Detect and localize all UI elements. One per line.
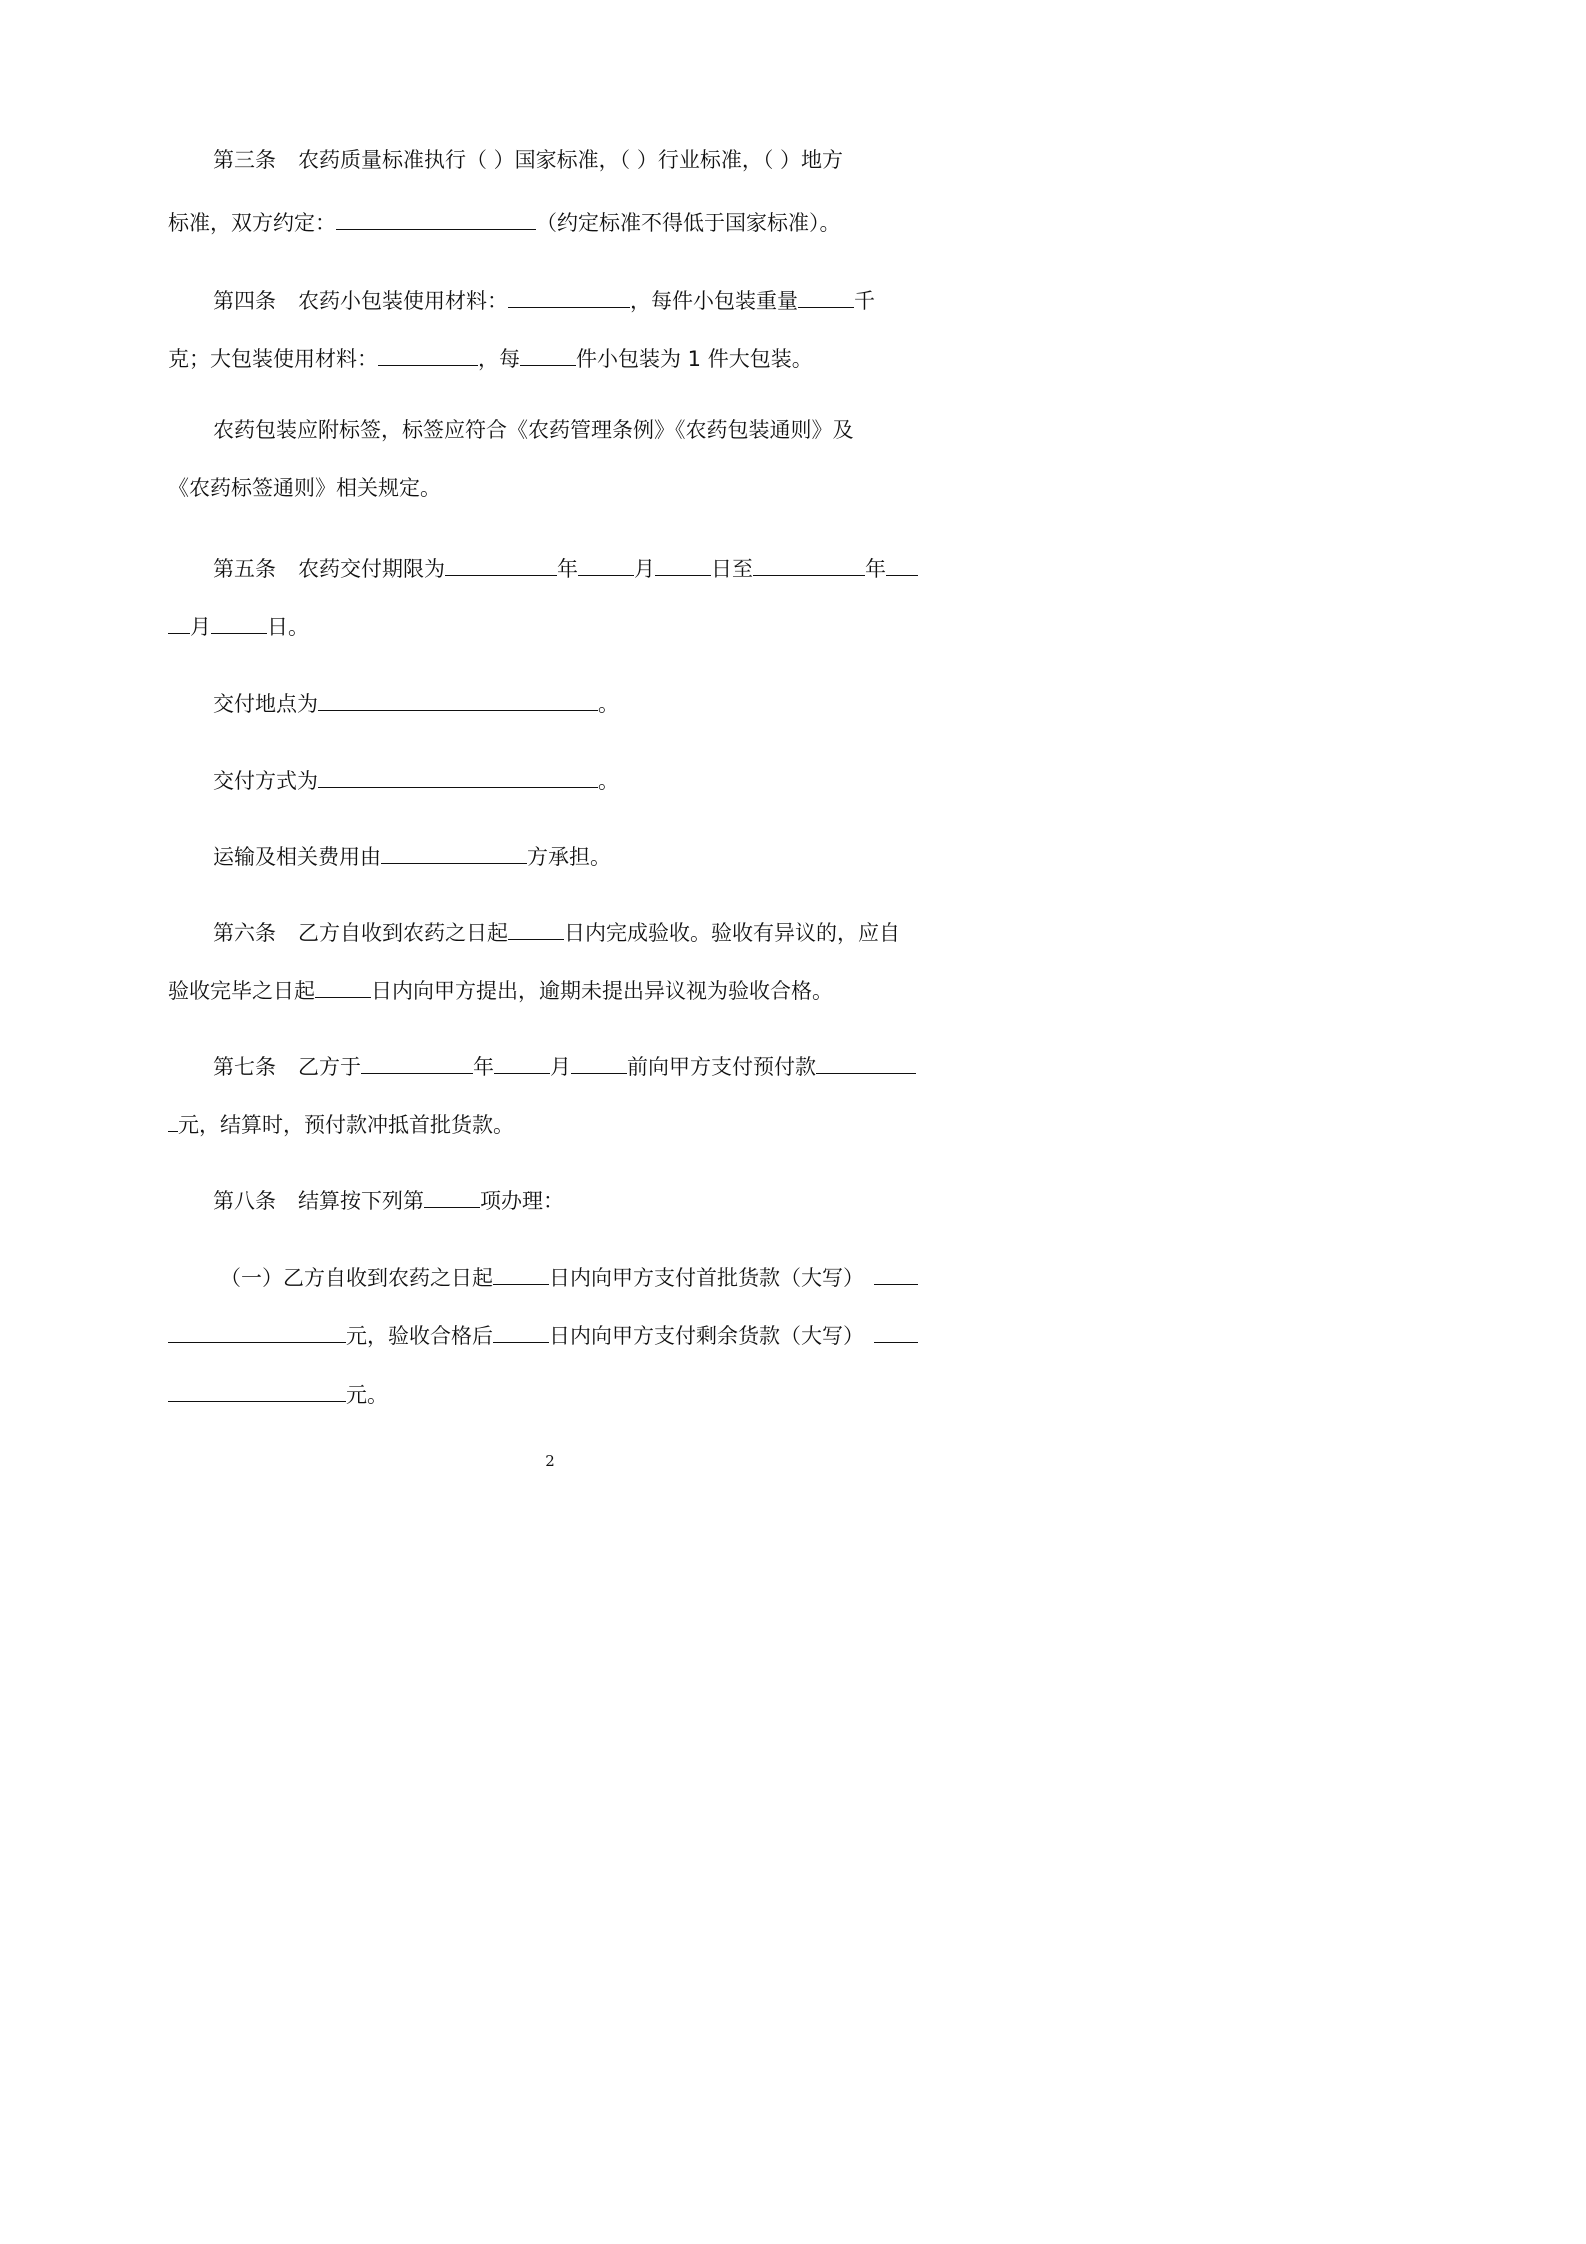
article-7-line-1 [213,1047,916,1077]
article-5-text: 农药交付期限为 [298,557,445,581]
article-5-line-1 [213,549,918,579]
year-label-3: 年 [473,1055,494,1079]
year-label-2: 年 [865,557,886,581]
delivery-place-blank[interactable] [318,684,598,711]
article-3-text-2: 标准，双方约定： [168,211,336,235]
option-1-text: （一）乙方自收到农药之日起 [220,1266,493,1290]
article-6-line-2 [168,971,833,1001]
document-page [0,0,1100,1556]
article-4-text: 农药小包装使用材料： [298,289,508,313]
prepay-year-blank[interactable] [361,1047,473,1074]
article-8-text: 结算按下列第 [298,1189,424,1213]
option-1-text-5: 元。 [346,1383,388,1407]
article-4-text-4: 克；大包装使用材料： [168,347,378,371]
large-pack-material-blank[interactable] [378,339,478,366]
agreed-standard-blank[interactable] [336,203,536,230]
article-8-heading: 第八条 [213,1189,276,1213]
small-pack-weight-blank[interactable] [798,281,854,308]
delivery-place-line [213,684,619,714]
article-4-line-2 [168,339,813,369]
prepay-day-blank[interactable] [571,1047,627,1074]
freight-label: 运输及相关费用由 [213,845,381,869]
first-payment-amount-blank-part[interactable] [874,1258,918,1285]
article-6-text: 乙方自收到农药之日起 [298,921,508,945]
objection-days-blank[interactable] [315,971,371,998]
delivery-end-year-blank[interactable] [753,549,865,576]
freight-label-2: 方承担。 [527,845,611,869]
option-1-text-2: 日内向甲方支付首批货款（大写） [549,1266,864,1290]
delivery-method-label: 交付方式为 [213,769,318,793]
article-4-text-6: 件小包装为 1 件大包装。 [576,347,813,371]
article-7-line-2 [168,1105,514,1135]
option-1-text-4: 日内向甲方支付剩余货款（大写） [549,1324,864,1348]
day-to-label: 日至 [711,557,753,581]
day-label-2: 日。 [267,615,309,639]
delivery-end-day-blank[interactable] [211,607,267,634]
freight-line [213,837,611,867]
label-line-1: 农药包装应附标签，标签应符合《农药管理条例》《农药包装通则》及 [213,418,854,442]
article-6-heading: 第六条 [213,921,276,945]
option-1-text-3: 元，验收合格后 [346,1324,493,1348]
page-number: 2 [545,1452,555,1470]
period: 。 [598,692,619,716]
delivery-method-line [213,761,619,791]
article-4-text-5: ，每 [478,347,520,371]
article-4-text-2: ，每件小包装重量 [630,289,798,313]
year-label: 年 [557,557,578,581]
delivery-start-day-blank[interactable] [655,549,711,576]
article-4-line-1 [213,281,875,311]
option-1-line-1 [220,1258,918,1288]
delivery-place-label: 交付地点为 [213,692,318,716]
article-4-heading: 第四条 [213,289,276,313]
prepay-amount-blank[interactable] [816,1047,916,1074]
prepay-month-blank[interactable] [494,1047,550,1074]
remaining-payment-amount-blank[interactable] [168,1375,346,1402]
first-payment-days-blank[interactable] [493,1258,549,1285]
option-1-line-3 [168,1375,388,1405]
option-1-line-2 [168,1316,918,1346]
delivery-method-blank[interactable] [318,761,598,788]
article-4-text-3: 千 [854,289,875,313]
period-2: 。 [598,769,619,793]
article-3-line-1 [213,145,843,175]
article-8-line-1 [213,1181,564,1211]
article-3-text: 农药质量标准执行（ ）国家标准，（ ）行业标准，（ ）地方 [298,148,844,172]
first-payment-amount-blank[interactable] [168,1316,346,1343]
article-3-heading: 第三条 [213,148,276,172]
inspection-days-blank[interactable] [508,913,564,940]
article-6-text-2: 日内完成验收。验收有异议的，应自 [564,921,900,945]
article-7-text-3: 元，结算时，预付款冲抵首批货款。 [178,1113,514,1137]
article-7-heading: 第七条 [213,1055,276,1079]
article-8-text-2: 项办理： [480,1189,564,1213]
freight-party-blank[interactable] [381,837,527,864]
remaining-payment-days-blank[interactable] [493,1316,549,1343]
delivery-start-month-blank[interactable] [578,549,634,576]
article-5-line-2 [168,607,309,637]
article-6-text-4: 日内向甲方提出，逾期未提出异议视为验收合格。 [371,979,833,1003]
delivery-end-month-blank-part[interactable] [886,549,918,576]
article-6-line-1 [213,913,900,943]
month-label: 月 [634,557,655,581]
article-6-text-3: 验收完毕之日起 [168,979,315,1003]
settlement-option-blank[interactable] [424,1181,480,1208]
delivery-start-year-blank[interactable] [445,549,557,576]
article-7-text-2: 前向甲方支付预付款 [627,1055,816,1079]
small-pack-material-blank[interactable] [508,281,630,308]
prepay-amount-blank-tail[interactable] [168,1105,178,1132]
article-3-text-3: （约定标准不得低于国家标准）。 [536,211,841,235]
month-label-2: 月 [190,615,211,639]
article-7-text: 乙方于 [298,1055,361,1079]
remaining-payment-amount-blank-part[interactable] [874,1316,918,1343]
article-3-line-2 [168,203,841,233]
month-label-3: 月 [550,1055,571,1079]
pack-count-blank[interactable] [520,339,576,366]
label-line-2: 《农药标签通则》相关规定。 [168,476,441,500]
article-5-heading: 第五条 [213,557,276,581]
delivery-end-month-blank[interactable] [168,607,190,634]
